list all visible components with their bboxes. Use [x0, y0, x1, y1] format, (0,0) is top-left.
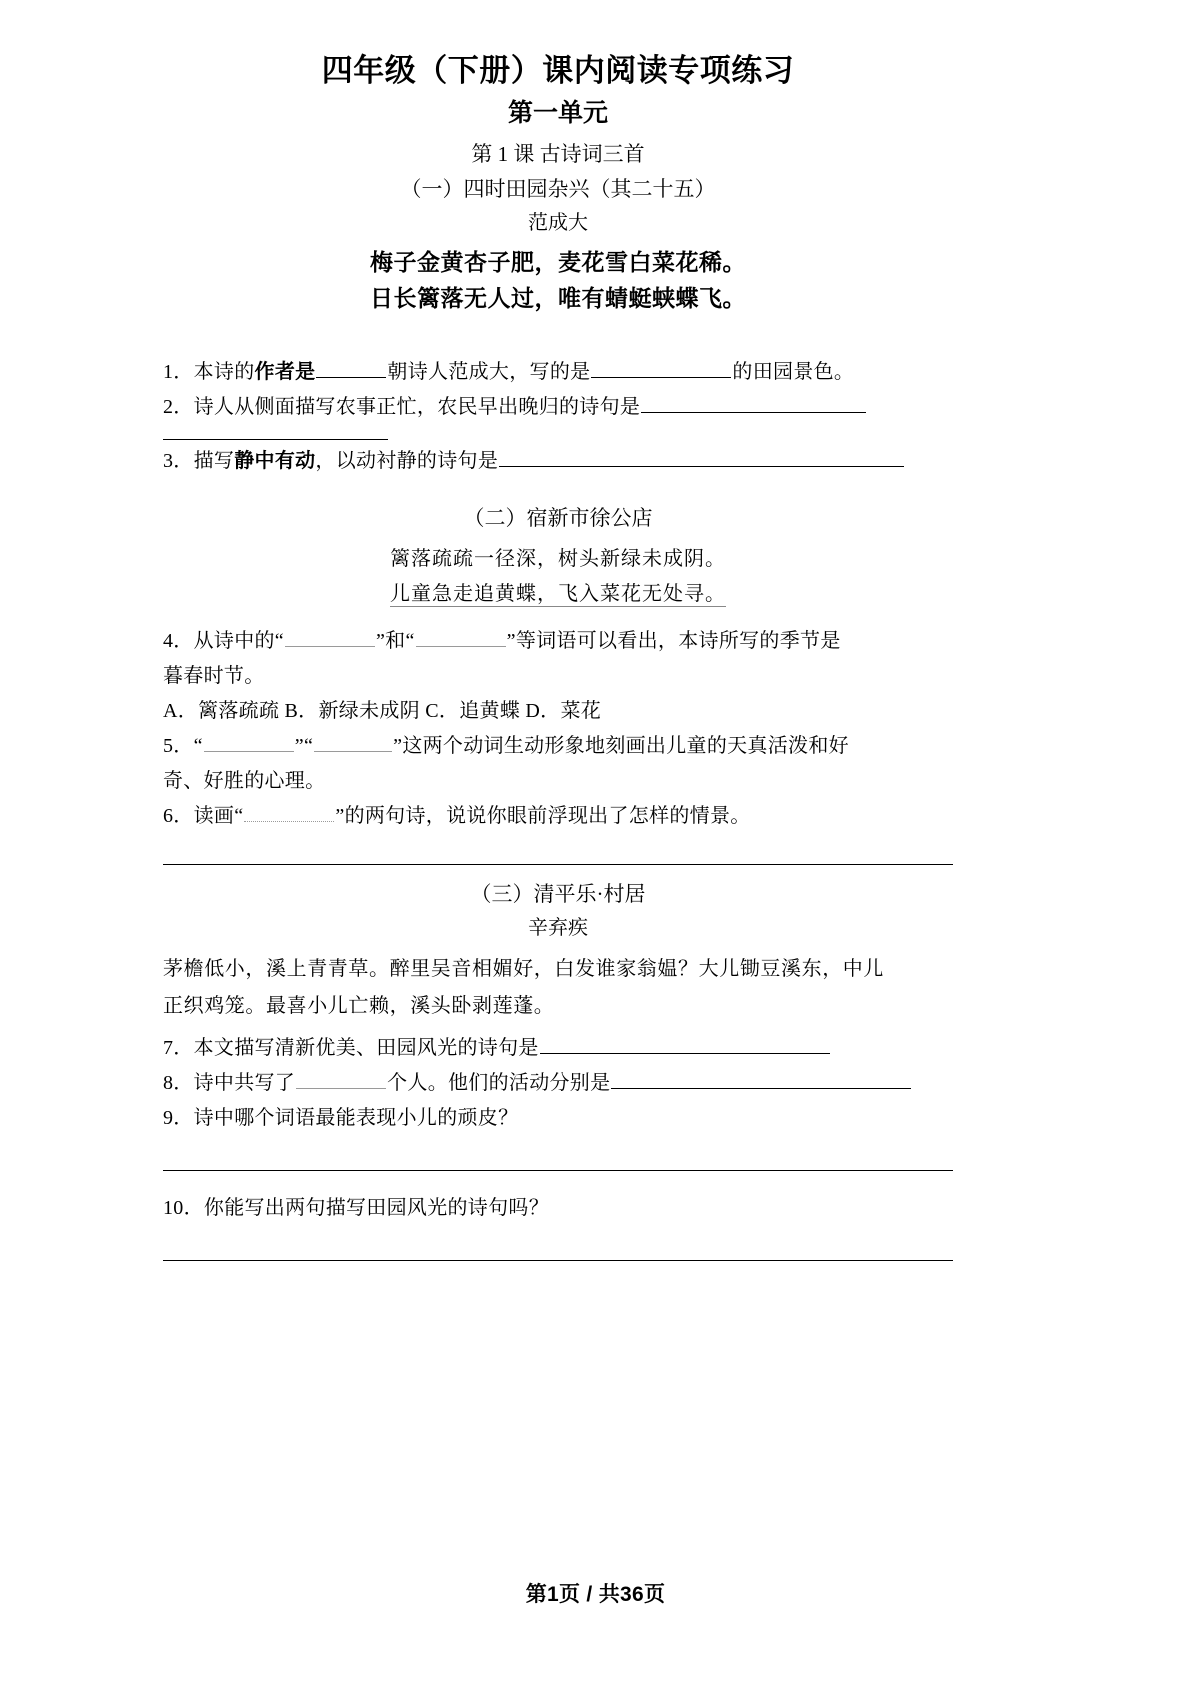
answer-blank[interactable] — [204, 732, 294, 752]
question-number: 6． — [163, 805, 194, 828]
question-text: 个人。他们的活动分别是 — [387, 1071, 611, 1094]
question-number: 7． — [163, 1036, 194, 1059]
question-text: 描写 — [193, 450, 235, 473]
question-text: ”“ — [294, 735, 314, 758]
question-number: 9． — [163, 1106, 194, 1129]
question-text: 奇、好胜的心理。 — [163, 770, 326, 793]
question-text: ”和“ — [376, 630, 415, 653]
question-text: “ — [193, 735, 203, 758]
question-text: 读画“ — [193, 805, 244, 828]
answer-blank[interactable] — [316, 358, 386, 378]
lesson-title: 第 1 课 古诗词三首 — [471, 142, 645, 166]
question-text: 朝诗人范成大，写的是 — [387, 361, 591, 384]
question-9 — [163, 1101, 953, 1136]
question-5 — [163, 729, 953, 764]
question-text: 暮春时节。 — [163, 665, 265, 688]
question-3 — [163, 444, 953, 479]
question-text: 本文描写清新优美、田园风光的诗句是 — [193, 1036, 539, 1059]
answer-blank[interactable] — [591, 358, 731, 378]
answer-blank[interactable] — [285, 627, 375, 647]
question-4-options[interactable] — [163, 694, 953, 729]
answer-line-continuation[interactable] — [163, 439, 388, 440]
answer-blank[interactable] — [641, 393, 866, 413]
section-three-author: 辛弃疾 — [528, 916, 588, 939]
question-emphasis: 静中有动 — [234, 450, 316, 473]
question-text: 诗中哪个词语最能表现小儿的顽皮？ — [193, 1106, 519, 1129]
section-two-heading: （二）宿新市徐公店 — [463, 506, 653, 531]
question-number: 5． — [163, 735, 194, 758]
question-text: 你能写出两句描写田园风光的诗句吗？ — [203, 1196, 550, 1219]
question-number: 2． — [163, 396, 194, 419]
question-text: 诗中共写了 — [193, 1071, 296, 1094]
question-text: 从诗中的“ — [193, 630, 284, 653]
section-one-author: 范成大 — [528, 211, 588, 234]
question-text: 的田园景色。 — [732, 361, 855, 384]
question-emphasis: 作者是 — [254, 361, 316, 384]
question-text: ”等词语可以看出，本诗所写的季节是 — [506, 630, 841, 653]
question-text: 诗人从侧面描写农事正忙，农民早出晚归的诗句是 — [193, 396, 641, 419]
section-three-body-line: 正织鸡笼。最喜小儿亡赖，溪头卧剥莲蓬。 — [163, 994, 555, 1017]
question-number: 1． — [163, 361, 194, 384]
answer-blank[interactable] — [499, 447, 904, 467]
question-6 — [163, 799, 953, 834]
question-text: 本诗的 — [193, 361, 255, 384]
question-number: 8． — [163, 1071, 194, 1094]
answer-blank[interactable] — [314, 732, 392, 752]
answer-blank[interactable] — [416, 627, 506, 647]
document-content — [163, 0, 953, 1261]
question-text: ”的两句诗，说说你眼前浮现出了怎样的情景。 — [335, 805, 751, 828]
answer-blank[interactable] — [296, 1069, 386, 1089]
answer-blank[interactable] — [244, 802, 334, 822]
section-two-poem-line: 篱落疏疏一径深，树头新绿未成阴。 — [390, 548, 726, 571]
question-4-wrap — [163, 659, 953, 694]
answer-blank[interactable] — [611, 1069, 911, 1089]
question-2 — [163, 390, 953, 425]
question-number: 3． — [163, 450, 194, 473]
page-title: 四年级（下册）课内阅读专项练习 — [321, 53, 795, 88]
question-7 — [163, 1031, 953, 1066]
question-10 — [163, 1191, 953, 1226]
question-4 — [163, 624, 953, 659]
page-number-label: 第1页 / 共36页 — [525, 1583, 666, 1606]
section-one-poem-line: 梅子金黄杏子肥，麦花雪白菜花稀。 — [370, 248, 746, 275]
question-number: 4． — [163, 630, 194, 653]
answer-blank[interactable] — [540, 1034, 830, 1054]
unit-title: 第一单元 — [507, 98, 608, 127]
question-number: 10． — [163, 1196, 204, 1219]
option-list: A．篱落疏疏 B．新绿未成阴 C．追黄蝶 D．菜花 — [163, 700, 602, 723]
section-three-body-line: 茅檐低小，溪上青青草。醉里吴音相媚好，白发谁家翁媪？大儿锄豆溪东，中儿 — [163, 957, 884, 980]
section-one-poem-line: 日长篱落无人过，唯有蜻蜓蛱蝶飞。 — [370, 285, 746, 312]
section-three-heading: （三）清平乐·村居 — [470, 882, 646, 907]
answer-line[interactable] — [163, 1260, 953, 1261]
question-5-wrap — [163, 764, 953, 799]
section-two-poem-line: 儿童急走追黄蝶，飞入菜花无处寻。 — [390, 583, 726, 606]
question-text: ，以动衬静的诗句是 — [315, 450, 499, 473]
page-footer — [0, 1578, 1191, 1608]
question-1 — [163, 355, 953, 390]
question-text: ”这两个动词生动形象地刻画出儿童的天真活泼和好 — [393, 735, 849, 758]
section-one-heading: （一）四时田园杂兴（其二十五） — [400, 177, 716, 202]
question-8 — [163, 1066, 953, 1101]
